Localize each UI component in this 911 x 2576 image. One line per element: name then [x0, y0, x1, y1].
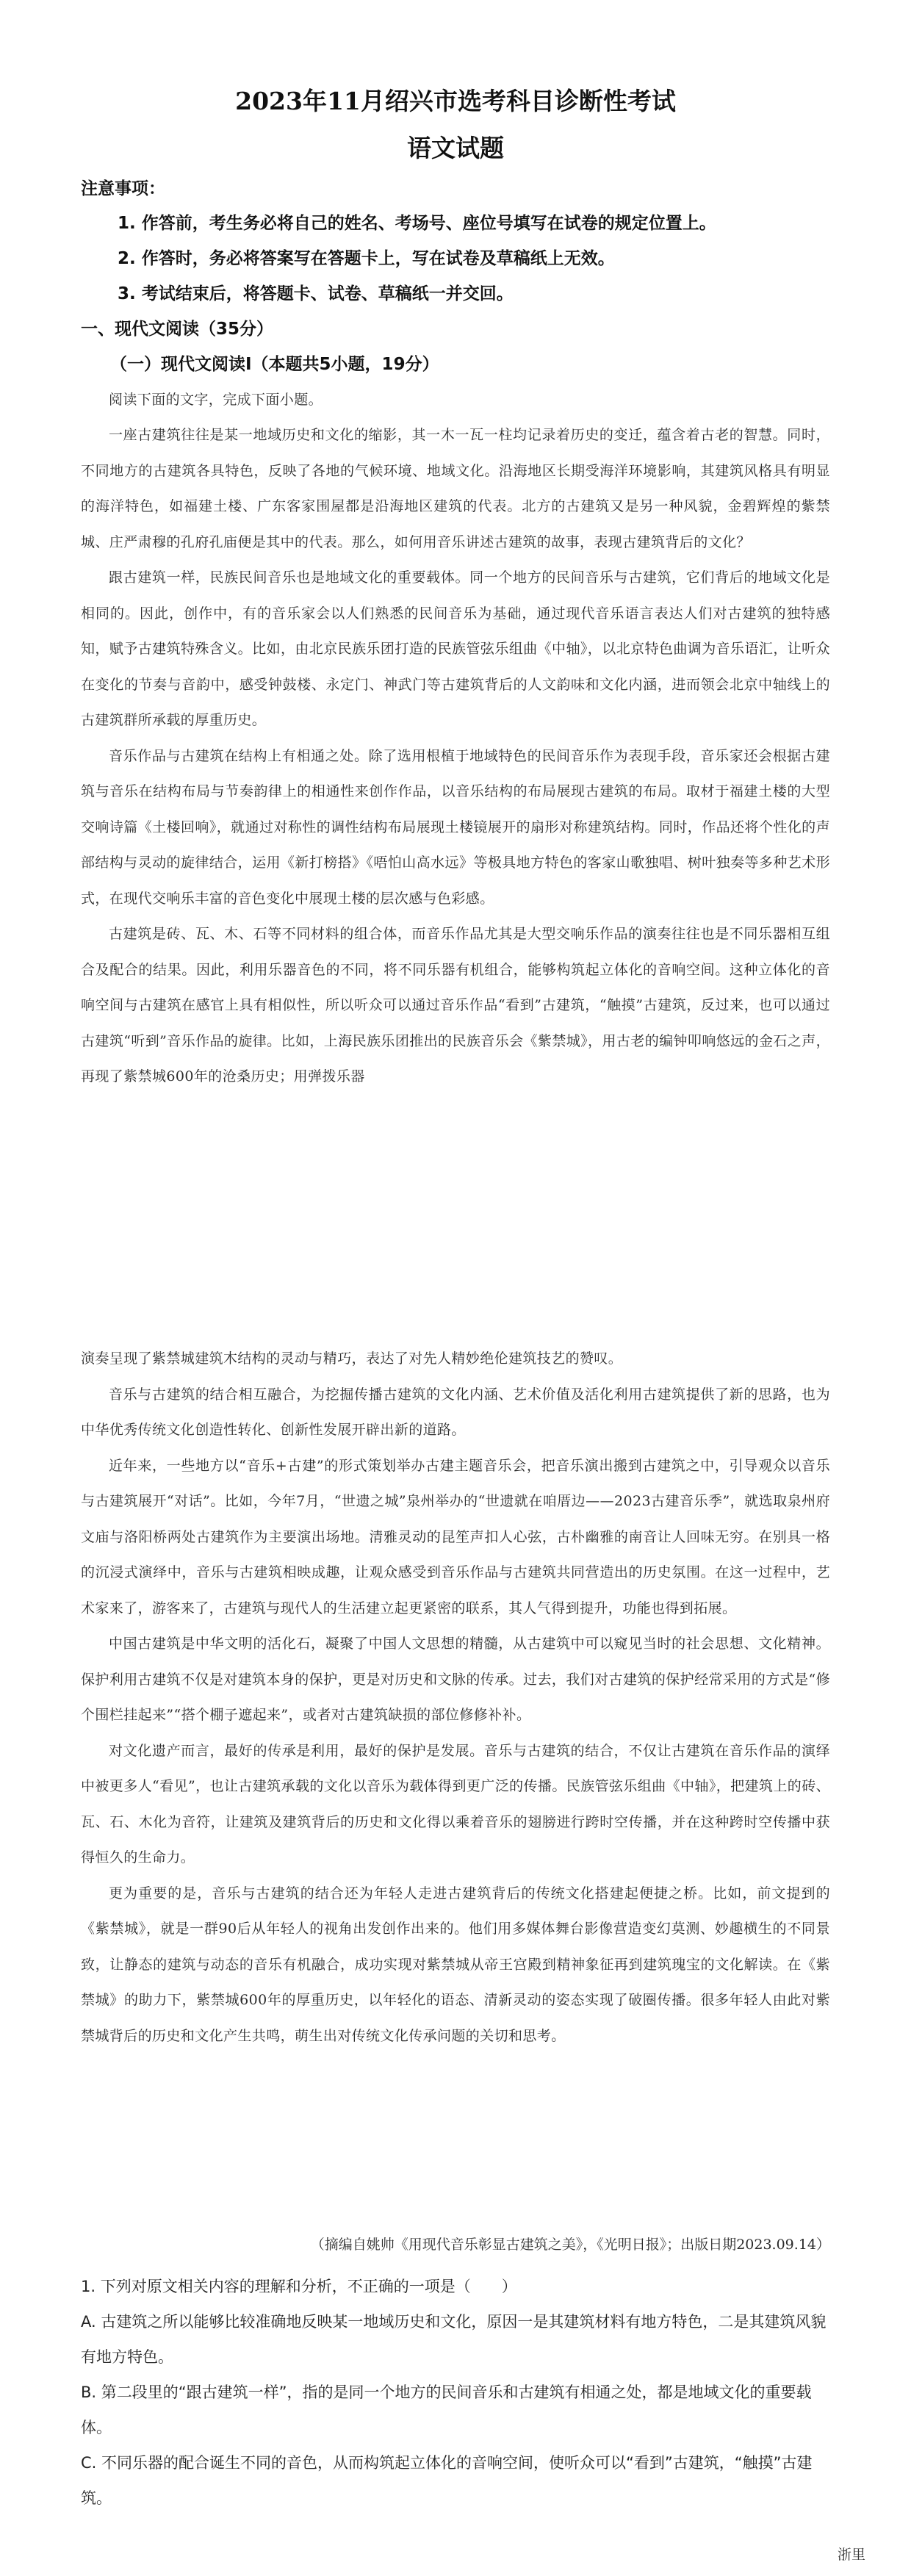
question-option: B. 第二段里的“跟古建筑一样”，指的是同一个地方的民间音乐和古建筑有相通之处，都是地域文化的重要载体。 — [81, 2383, 812, 2436]
exam-subtitle: 语文试题 — [407, 134, 504, 162]
article-paragraph: 跟古建筑一样，民族民间音乐也是地域文化的重要载体。同一个地方的民间音乐与古建筑，它们背后的地域文化是相同的。因此，创作中，有的音乐家会以人们熟悉的民间音乐为基础，通过现代音乐语言表达人们对古建筑的独特感知，赋予古建筑特殊含义。比如，由北京民族乐团打造的民族管弦乐组曲《中轴》，以北京特色曲调为音乐语汇，让听众在变化的节奏与音韵中，感受钟鼓楼、永定门、神武门等古建筑背后的人文韵味和文化内涵，进而领会北京中轴线上的古建筑群所承载的厚重历史。 — [81, 569, 830, 728]
notice-heading: 注意事项： — [81, 179, 165, 198]
exam-title: 2023年11月绍兴市选考科目诊断性考试 — [235, 87, 676, 115]
article-paragraph: 音乐作品与古建筑在结构上有相通之处。除了选用根植于地域特色的民间音乐作为表现手段，音乐家还会根据古建筑与音乐在结构布局与节奏韵律上的相通性来创作作品，以音乐结构的布局展现古建筑的布局。取材于福建土楼的大型交响诗篇《土楼回响》，就通过对称性的调性结构布局展现土楼镜展开的扇形对称建筑结构。同时，作品还将个性化的声部结构与灵动的旋律结合，运用《新打榜搭》《唔怕山高水远》等极具地方特色的客家山歌独唱、树叶独奏等多种艺术形式，在现代交响乐丰富的音色变化中展现土楼的层次感与色彩感。 — [81, 747, 830, 907]
article-paragraph: 近年来，一些地方以“音乐+古建”的形式策划举办古建主题音乐会，把音乐演出搬到古建筑之中，引导观众以音乐与古建筑展开“对话”。比如，今年7月，“世遗之城”泉州举办的“世遗就在咱厝边——2023古建音乐季”，就选取泉州府文庙与洛阳桥两处古建筑作为主要演出场地。清雅灵动的昆笙声扣人心弦，古朴幽雅的南音让人回味无穷。在别具一格的沉浸式演绎中，音乐与古建筑相映成趣，让观众感受到音乐作品与古建筑共同营造出的历史氛围。在这一过程中，艺术家来了，游客来了，古建筑与现代人的生活建立起更紧密的联系，其人气得到提升，功能也得到拓展。 — [81, 1457, 830, 1616]
article-paragraph-continued: 演奏呈现了紫禁城建筑木结构的灵动与精巧，表达了对先人精妙绝伦建筑技艺的赞叹。 — [81, 1350, 623, 1367]
reading-instruction — [81, 382, 830, 418]
article-paragraph: 古建筑是砖、瓦、木、石等不同材料的组合体，而音乐作品尤其是大型交响乐作品的演奏往往也是不同乐器相互组合及配合的结果。因此，利用乐器音色的不同，将不同乐器有机组合，能够构筑起立体化的音响空间。这种立体化的音响空间与古建筑在感官上具有相似性，所以听众可以通过音乐作品“看到”古建筑，“触摸”古建筑，反过来，也可以通过古建筑“听到”音乐作品的旋律。比如，上海民族乐团推出的民族音乐会《紫禁城》，用古老的编钟叩响悠远的金石之声，再现了紫禁城600年的沧桑历史；用弹拨乐器 — [81, 926, 830, 1084]
article-paragraph: 对文化遗产而言，最好的传承是利用，最好的保护是发展。音乐与古建筑的结合，不仅让古建筑在音乐作品的演绎中被更多人“看见”，也让古建筑承载的文化以音乐为载体得到更广泛的传播。民族管弦乐组曲《中轴》，把建筑上的砖、瓦、石、木化为音符，让建筑及建筑背后的历史和文化得以乘着音乐的翅膀进行跨时空传播，并在这种跨时空传播中获得恒久的生命力。 — [81, 1742, 830, 1866]
notice-item: 3. 考试结束后，将答题卡、试卷、草稿纸一并交回。 — [118, 284, 514, 303]
article-part-2 — [81, 1341, 830, 2054]
question-block — [81, 2269, 830, 2516]
question-option: A. 古建筑之所以能够比较准确地反映某一地域历史和文化，原因一是其建筑材料有地方特色，二是其建筑风貌有地方特色。 — [81, 2313, 827, 2366]
question-stem: 1. 下列对原文相关内容的理解和分析，不正确的一项是（ ） — [81, 2278, 517, 2295]
question-option: C. 不同乐器的配合诞生不同的音色，从而构筑起立体化的音响空间，使听众可以“看到”古建筑，“触摸”古建筑。 — [81, 2454, 813, 2507]
article-paragraph: 中国古建筑是中华文明的活化石，凝聚了中国人文思想的精髓，从古建筑中可以窥见当时的社会思想、文化精神。保护利用古建筑不仅是对建筑本身的保护，更是对历史和文脉的传承。过去，我们对古建筑的保护经常采用的方式是“修个围栏挂起来”“搭个棚子遮起来”，或者对古建筑缺损的部位修修补补。 — [81, 1636, 830, 1723]
notice-item: 2. 作答时，务必将答案写在答题卡上，写在试卷及草稿纸上无效。 — [118, 249, 615, 268]
article-part-1 — [81, 417, 830, 1095]
section-title: 一、现代文阅读（35分） — [81, 320, 274, 339]
article-source: （摘编自姚帅《用现代音乐彰显古建筑之美》，《光明日报》；出版日期2023.09.14） — [310, 2237, 830, 2253]
footer-watermark: 浙里 — [837, 2547, 865, 2563]
instruction-text: 阅读下面的文字，完成下面小题。 — [109, 392, 323, 408]
notice-item: 1. 作答前，考生务必将自己的姓名、考场号、座位号填写在试卷的规定位置上。 — [118, 214, 716, 233]
article-paragraph: 更为重要的是，音乐与古建筑的结合还为年轻人走进古建筑背后的传统文化搭建起便捷之桥。比如，前文提到的《紫禁城》，就是一群90后从年轻人的视角出发创作出来的。他们用多媒体舞台影像营造变幻莫测、妙趣横生的不同景致，让静态的建筑与动态的音乐有机融合，成功实现对紫禁城从帝王宫殿到精神象征再到建筑瑰宝的文化解读。在《紫禁城》的助力下，紫禁城600年的厚重历史，以年轻化的语态、清新灵动的姿态实现了破圈传播。很多年轻人由此对紫禁城背后的历史和文化产生共鸣，萌生出对传统文化传承问题的关切和思考。 — [81, 1885, 830, 2044]
subsection-title: （一）现代文阅读Ⅰ（本题共5小题，19分） — [110, 355, 439, 374]
article-paragraph: 音乐与古建筑的结合相互融合，为挖掘传播古建筑的文化内涵、艺术价值及活化利用古建筑提供了新的思路，也为中华优秀传统文化创造性转化、创新性发展开辟出新的道路。 — [81, 1386, 830, 1438]
article-paragraph: 一座古建筑往往是某一地域历史和文化的缩影，其一木一瓦一柱均记录着历史的变迁，蕴含着古老的智慧。同时，不同地方的古建筑各具特色，反映了各地的气候环境、地域文化。沿海地区长期受海洋环境影响，其建筑风格具有明显的海洋特色，如福建土楼、广东客家围屋都是沿海地区建筑的代表。北方的古建筑又是另一种风貌，金碧辉煌的紫禁城、庄严肃穆的孔府孔庙便是其中的代表。那么，如何用音乐讲述古建筑的故事，表现古建筑背后的文化？ — [81, 427, 830, 550]
